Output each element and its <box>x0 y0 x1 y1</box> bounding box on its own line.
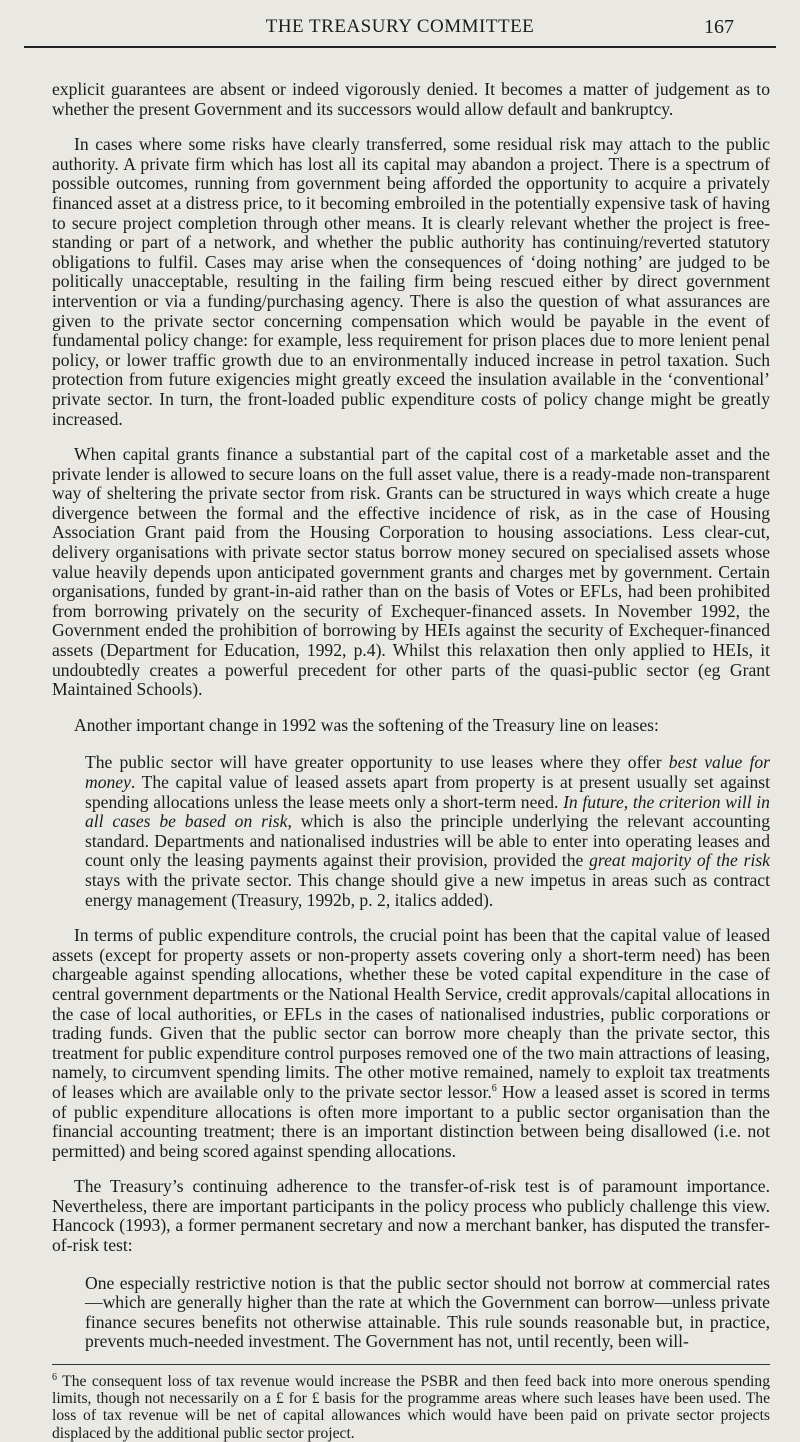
footnote-text: The consequent loss of tax revenue would increase the PSBR and then feed back into more onerous spending limits, though not necessarily on a £ for £ basis for the programme areas where such leases have been used. The loss of tax revenue will be net of capital allowances which would have been paid on private sector projects displaced by the additional public sector project. <box>52 1373 770 1442</box>
paragraph-5-text: In terms of public expenditure controls, the crucial point has been that the capital value of leased assets (except for property assets or non-property assets covering only a short-term need) has been chargeable against spending allocations, whether these be voted capital expenditure in the case of central government departments or the National Health Service, credit approvals/capital allocations in the case of local authorities, or EFLs in the cases of nationalised industries, public corporations or trading funds. Given that the public sector can borrow more cheaply than the private sector, this treatment for public expenditure control purposes removed one of the two main attractions of leasing, namely, to circumvent spending limits. The other motive remained, namely to exploit tax treatments of leases which are available only to the private sector lessor. <box>52 925 770 1102</box>
footnote <box>52 1373 770 1442</box>
paragraph-3: When capital grants finance a substantial part of the capital cost of a marketable asset and the private lender is allowed to secure loans on the full asset value, there is a ready-made non-transparent way of sheltering the private sector from risk. Grants can be structured in ways which create a huge divergence between the formal and the effective incidence of risk, as in the case of Housing Association Grant paid from the Housing Corporation to housing associations. Less clear-cut, delivery organisations with private sector status borrow money secured on specialised assets whose value heavily depends upon anticipated government grants and charges met by government. Certain organisations, funded by grant-in-aid rather than on the basis of Votes or EFLs, had been prohibited from borrowing privately on the security of Exchequer-financed assets. In November 1992, the Government ended the prohibition of borrowing by HEIs against the security of Exchequer-financed assets (Department for Education, 1992, p.4). Whilst this relaxation then only applied to HEIs, it undoubtedly creates a powerful precedent for other parts of the quasi-public sector (eg Grant Maintained Schools). <box>52 444 770 700</box>
paragraph-1: explicit guarantees are absent or indeed vigorously denied. It becomes a matter of judgement as to whether the present Government and its successors would allow default and bankruptcy. <box>52 79 770 119</box>
running-title: THE TREASURY COMMITTEE <box>265 16 535 37</box>
paragraph-4: Another important change in 1992 was the softening of the Treasury line on leases: <box>74 714 659 735</box>
paragraph-5-text: How a leased asset is scored in terms of public expenditure allocations is often more important to a public sector organisation than the financial accounting treatment; there is an important distinction between being disallowed (i.e. not permitted) and being scored against spending allocations. <box>52 1081 770 1161</box>
quote-text: , which is also the principle underlying the relevant accounting standard. Departments and nationalised industries will be able to enter into operating leases and count only the leasing payments against their provision, provided the <box>85 811 770 871</box>
footnote-reference[interactable]: 6 <box>491 1083 497 1095</box>
quote-text: . The capital value of leased assets apart from property is at present usually set against spending allocations unless the lease meets only a short-term need. <box>85 772 770 812</box>
quote-italic: best value for money <box>85 752 770 792</box>
footnote-marker: 6 <box>52 1371 57 1383</box>
paragraph-5 <box>52 926 770 1161</box>
block-quote-treasury <box>85 753 770 910</box>
paragraph-2: In cases where some risks have clearly transferred, some residual risk may attach to the public authority. A private firm which has lost all its capital may abandon a project. There is a spectrum of possible outcomes, running from government being afforded the opportunity to acquire a privately financed asset at a distress price, to it becoming embroiled in the potentially expensive task of having to secure project completion through other means. It is clearly relevant whether the project is free-standing or part of a network, and whether the public authority has continuing/reverted statutory obligations to fulfil. Cases may arise when the consequences of ‘doing nothing’ are judged to be politically unacceptable, resulting in the failing firm being rescued either by direct government intervention or via a funding/purchasing agency. There is also the question of what assurances are given to the private sector concerning compensation which would be payable in the event of fundamental policy change: for example, less requirement for prison places due to more lenient penal policy, or lower traffic growth due to an environmentally induced increase in petrol taxation. Such protection from future exigencies might greatly exceed the insulation available in the ‘conventional’ private sector. In turn, the front-loaded public expenditure costs of policy change might be greatly increased. <box>52 134 770 429</box>
page-number: 167 <box>704 16 734 38</box>
paragraph-6: The Treasury’s continuing adherence to the transfer-of-risk test is of paramount importance. Nevertheless, there are important participants in the policy process who publicly challenge this view. Hancock (1993), a former permanent secretary and now a merchant banker, has disputed the transfer-of-risk test: <box>52 1176 770 1256</box>
quote-text: stays with the private sector. This change should give a new impetus in areas such as contract energy management (Treasury, 1992b, p. 2, italics added). <box>85 869 770 910</box>
quote-text: The public sector will have greater opportunity to use leases where they offer <box>85 752 669 773</box>
body-text <box>0 80 800 1442</box>
header-rule <box>24 46 776 48</box>
page-header <box>24 12 776 52</box>
quote-italic: great majority of the risk <box>589 850 770 871</box>
footnote-rule <box>52 1364 770 1365</box>
quote-italic: In future, the criterion will in all cases be based on risk <box>85 791 770 832</box>
block-quote-hancock: One especially restrictive notion is that the public sector should not borrow at commercial rates—which are generally higher than the rate at which the Government can borrow—unless private finance secures benefits not otherwise attainable. This rule sounds reasonable but, in practice, prevents much-needed investment. The Government has not, until recently, been will- <box>85 1272 770 1352</box>
